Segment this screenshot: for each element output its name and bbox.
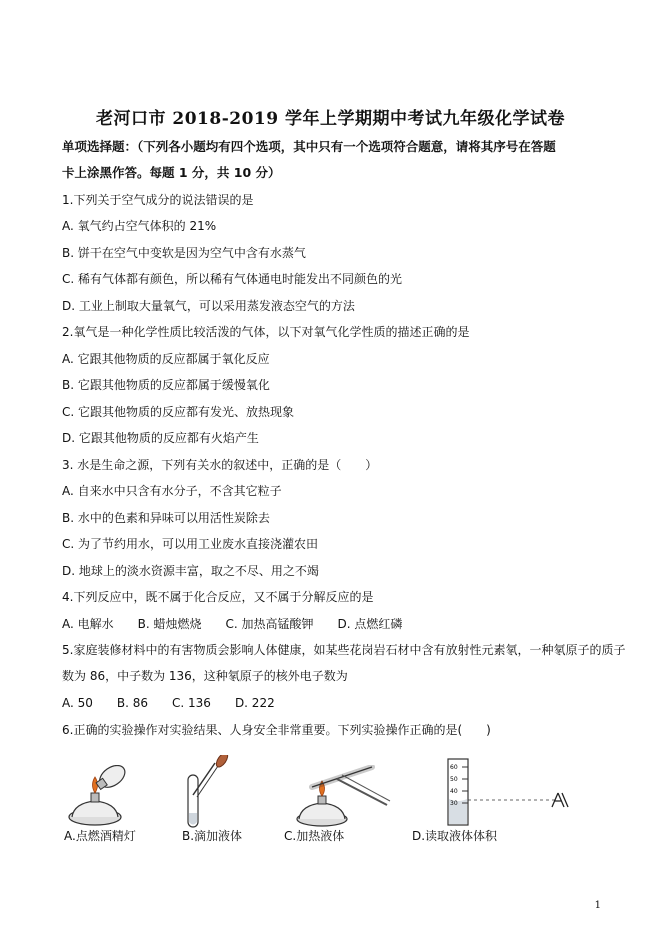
q3-option-c: C. 为了节约用水，可以用工业废水直接浇灌农田 — [62, 537, 319, 551]
q5-stem: 5.家庭装修材料中的有害物质会影响人体健康，如某些花岗岩石材中含有放射性元素氡，一种氡原子的质子 — [62, 643, 626, 657]
figure-d-graduated-cylinder — [440, 755, 570, 835]
figure-c-heating-tube — [282, 765, 392, 830]
figure-d-caption: D.读取液体体积 — [412, 829, 498, 843]
q3-option-b: B. 水中的色素和异味可以用活性炭除去 — [62, 511, 270, 525]
q5-options: A. 50 B. 86 C. 136 D. 222 — [62, 696, 275, 710]
q6-stem: 6.正确的实验操作对实验结果、人身安全非常重要。下列实验操作正确的是( ) — [62, 723, 491, 737]
figure-b-caption: B.滴加液体 — [182, 829, 243, 843]
cylinder-tick-50: 50 — [450, 776, 458, 783]
q2-option-b: B. 它跟其他物质的反应都属于缓慢氧化 — [62, 378, 270, 392]
page-number: 1 — [594, 900, 601, 911]
exam-title: 老河口市 2018-2019 学年上学期期中考试九年级化学试卷 — [95, 109, 566, 129]
q2-option-a: A. 它跟其他物质的反应都属于氧化反应 — [62, 352, 270, 366]
figure-a-caption: A.点燃酒精灯 — [64, 829, 136, 843]
cylinder-tick-40: 40 — [450, 788, 458, 795]
cylinder-tick-30: 30 — [450, 800, 458, 807]
figure-a-lighting-lamp — [60, 765, 170, 830]
q6-figures — [60, 755, 550, 845]
figure-c-caption: C.加热液体 — [284, 829, 345, 843]
q3-option-a: A. 自来水中只含有水分子，不含其它粒子 — [62, 484, 282, 498]
q1-option-a: A. 氧气约占空气体积的 21% — [62, 219, 217, 233]
q2-option-d: D. 它跟其他物质的反应都有火焰产生 — [62, 431, 259, 445]
figure-b-dropper — [180, 755, 240, 835]
q2-option-c: C. 它跟其他物质的反应都有发光、放热现象 — [62, 405, 295, 419]
q1-option-c: C. 稀有气体都有颜色，所以稀有气体通电时能发出不同颜色的光 — [62, 272, 403, 286]
q3-stem: 3. 水是生命之源，下列有关水的叙述中，正确的是（ ） — [62, 458, 378, 472]
q5-stem-continued: 数为 86，中子数为 136，这种氡原子的核外电子数为 — [62, 669, 348, 683]
q4-stem: 4.下列反应中，既不属于化合反应，又不属于分解反应的是 — [62, 590, 374, 604]
q1-stem: 1.下列关于空气成分的说法错误的是 — [62, 193, 254, 207]
q4-options: A. 电解水 B. 蜡烛燃烧 C. 加热高锰酸钾 D. 点燃红磷 — [62, 617, 403, 631]
q1-option-d: D. 工业上制取大量氧气，可以采用蒸发液态空气的方法 — [62, 299, 355, 313]
q2-stem: 2.氧气是一种化学性质比较活泼的气体，以下对氧气化学性质的描述正确的是 — [62, 325, 470, 339]
cylinder-tick-60: 60 — [450, 764, 458, 771]
section-instruction-line1: 单项选择题：（下列各小题均有四个选项，其中只有一个选项符合题意，请将其序号在答题 — [62, 139, 556, 154]
section-instruction-line2: 卡上涂黑作答。每题 1 分，共 10 分） — [62, 165, 281, 180]
q1-option-b: B. 饼干在空气中变软是因为空气中含有水蒸气 — [62, 246, 306, 260]
q3-option-d: D. 地球上的淡水资源丰富，取之不尽、用之不竭 — [62, 564, 319, 578]
